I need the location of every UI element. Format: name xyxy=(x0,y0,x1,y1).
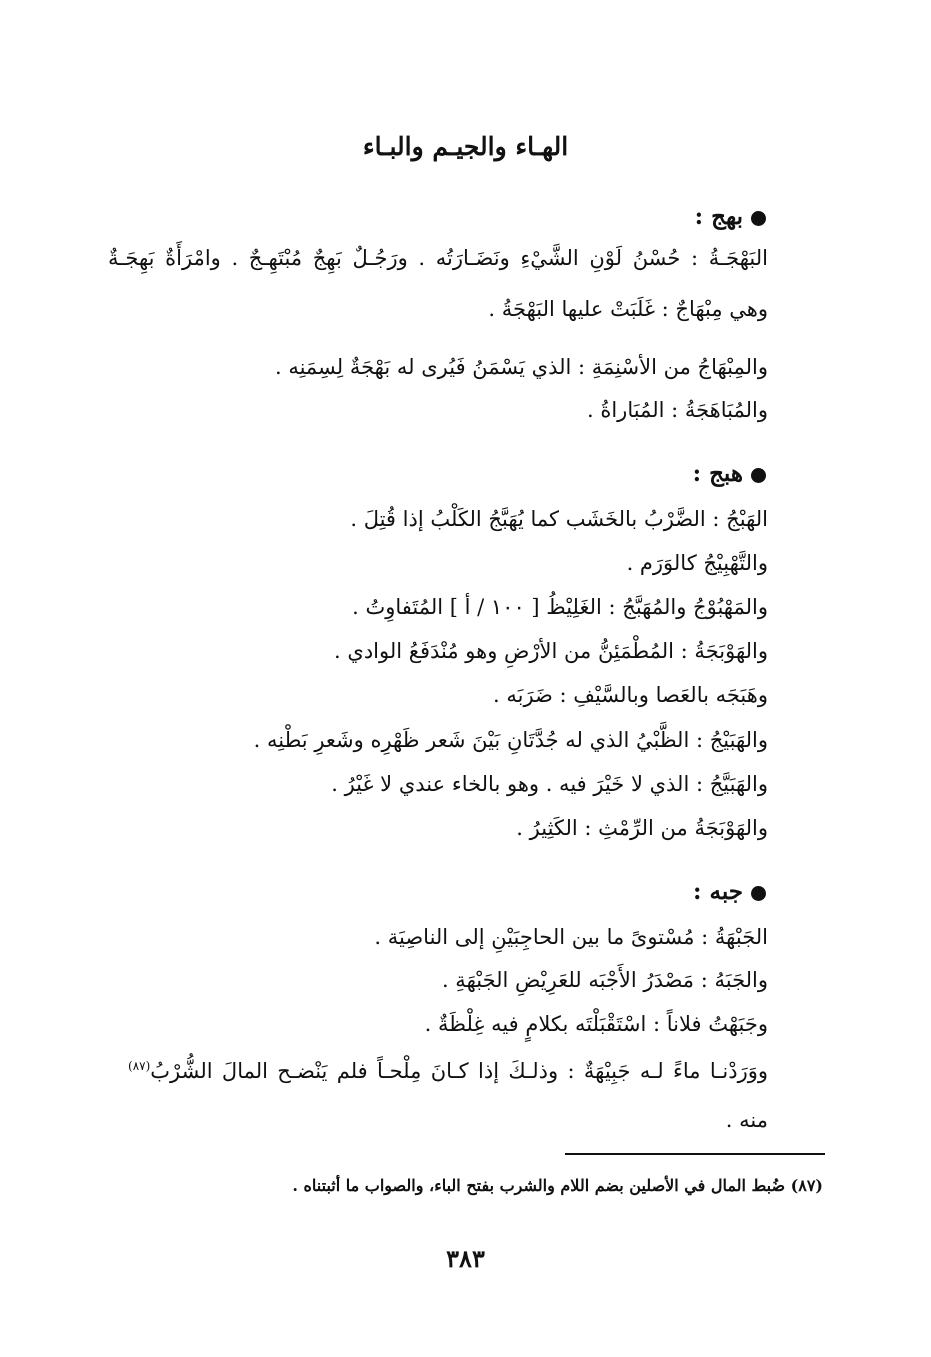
entry-line-text: ووَرَدْنـا ماءً لـه جَبِيْهَةٌ : وذلـكَ إذا كـانَ مِلْحـاً فلم يَنْضـح المالَ الشُّرْبُ xyxy=(150,1059,768,1083)
entry-line: والهَبَيْجُ : الظَّبْيُ الذي له جُدَّتَانِ بَيْنَ شَعر ظَهْرِه وشَعرِ بَطْنِه . xyxy=(253,728,768,752)
entry-line-with-footnote xyxy=(128,1048,768,1084)
footnote-divider xyxy=(565,1153,825,1155)
entry-heading-habj xyxy=(693,460,766,487)
entry-heading-bahj xyxy=(695,203,766,230)
entry-line: والمِبْهَاجُ من الأسْنِمَةِ : الذي يَسْمَنُ فَيُرى له بَهْجَةٌ لِسِمَنِه . xyxy=(274,355,768,379)
entry-heading-jabh xyxy=(693,878,766,905)
entry-head-label: بهج : xyxy=(694,203,743,230)
bullet-icon xyxy=(751,211,766,226)
entry-line: وهي مِبْهَاجٌ : غَلَبَتْ عليها البَهْجَةُ . xyxy=(488,297,768,321)
entry-line: والجَبَهُ : مَصْدَرُ الأَجْبَه للعَرِيْضِ الجَبْهَةِ . xyxy=(441,968,768,992)
entry-line: والمُبَاهَجَةُ : المُبَاراةُ . xyxy=(586,398,768,422)
entry-line: الجَبْهَةُ : مُسْتوىً ما بين الحاجِبَيْنِ إلى الناصِيَة . xyxy=(374,925,768,949)
entry-line: وجَبَهْتُ فلاناً : اسْتَقْبَلْتَه بكلامٍ فيه غِلْظَةٌ . xyxy=(424,1012,768,1036)
entry-head-label: هبج : xyxy=(692,460,743,487)
entry-line: والهَوْبَجَةُ : المُطْمَئِنُّ من الأرْضِ وهو مُنْدَفَعُ الوادي . xyxy=(334,639,768,663)
footnote-marker: (٨٧) xyxy=(128,1059,151,1073)
entry-line: والمَهْبُوْجُ والمُهَبَّجُ : الغَلِيْظُ [ ١٠٠ / أ ] المُتَفاوِتُ . xyxy=(352,595,768,619)
entry-line: وهَبَجَه بالعَصا وبالسَّيْفِ : ضَرَبَه . xyxy=(493,683,768,707)
entry-line: البَهْجَـةُ : حُسْنُ لَوْنِ الشَّيْءِ ونَضَـارَتُه . ورَجُـلٌ بَهِجٌ مُبْتَهِـجٌ . وامْرَأَةٌ بَهِجَـةٌ xyxy=(108,246,768,270)
bullet-icon xyxy=(751,468,766,483)
entry-head-label: جبه : xyxy=(693,878,743,905)
entry-line: والتَّهْبِيْجُ كالوَرَم . xyxy=(626,551,768,575)
entry-line: الهَبْجُ : الضَّرْبُ بالخَشَب كما يُهَبَّجُ الكَلْبُ إذا قُتِلَ . xyxy=(350,507,768,531)
entry-line: منه . xyxy=(725,1108,768,1132)
page-number: ٣٨٣ xyxy=(446,1244,485,1273)
entry-line: والهَبَيَّجُ : الذي لا خَيْرَ فيه . وهو بالخاء عندي لا غَيْرُ . xyxy=(331,772,768,796)
bullet-icon xyxy=(751,886,766,901)
page-title: الهـاء والجيـم والبـاء xyxy=(362,132,569,161)
entry-line: والهَوْبَجَةُ من الرِّمْثِ : الكَثِيرُ . xyxy=(516,816,768,840)
footnote: (٨٧) ضُبط المال في الأصلين بضم اللام والشرب بفتح الباء، والصواب ما أثبتناه . xyxy=(292,1176,823,1195)
